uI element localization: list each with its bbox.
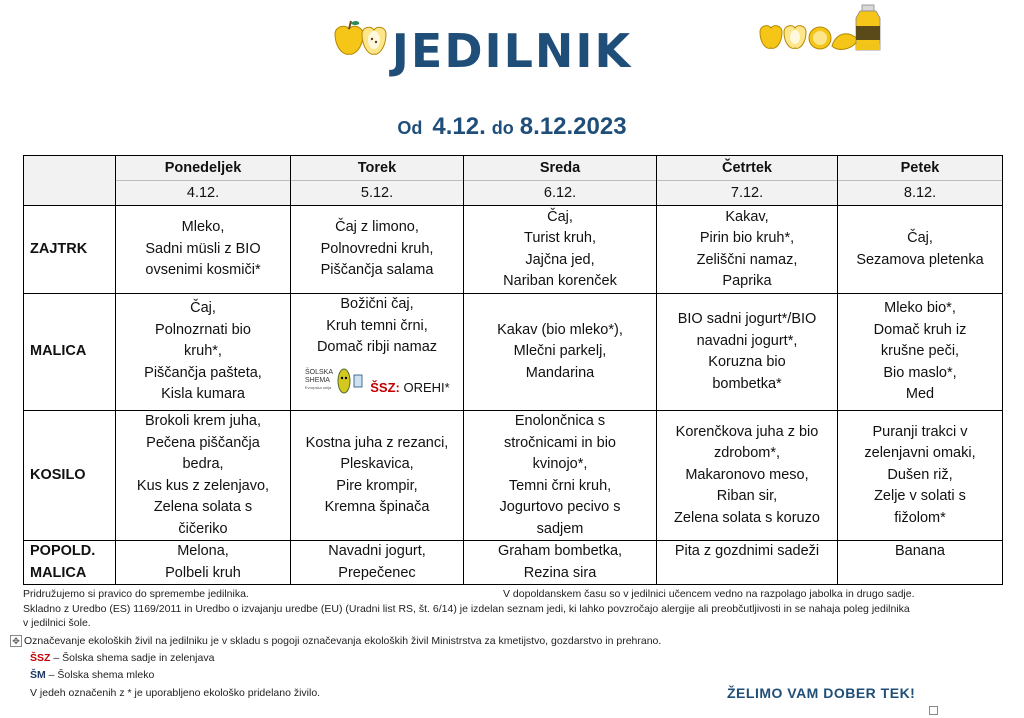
day-date: 4.12. xyxy=(186,185,220,201)
day-name: Sreda xyxy=(464,156,656,181)
menu-item-line: Polbeli kruh xyxy=(165,564,241,581)
menu-item-line: Zelje v solati s xyxy=(874,488,966,505)
menu-item-line: Kakav (bio mleko*), xyxy=(497,321,623,338)
menu-item-line: Kremna špinača xyxy=(324,499,430,515)
menu-item-line: Banana xyxy=(895,543,945,559)
note-eco-labeling: Označevanje ekoloških živil na jedilniku je v skladu s pogoji označevanja ekoloških živil Ministrstva za kmetijstvo, gozdarstvo in prehrano. xyxy=(24,635,662,647)
date-range-do: do xyxy=(491,118,514,138)
menu-item-line: Koruzna bio xyxy=(708,354,786,370)
day-date: 7.12. xyxy=(730,185,764,201)
menu-item-line: zelenjavni omaki, xyxy=(864,445,976,462)
note-allergens: Skladno z Uredbo (ES) 1169/2011 in Uredbo o izvajanju uredbe (EU) (Uradni list RS, št. 6/14) je izdelan seznam jedi, ki lahko povzročajo alergije ali preobčutljivosti in se nahaja poleg jedilnika xyxy=(23,603,910,615)
menu-cell xyxy=(291,294,464,411)
menu-item-line: Jajčna jed, xyxy=(525,251,595,268)
day-header xyxy=(464,156,657,206)
menu-cell xyxy=(838,294,1003,411)
meal-label: MALICA xyxy=(24,294,116,411)
note-fruit: V dopoldanskem času so v jedilnici učencem vedno na razpolago jabolka in drugo sadje. xyxy=(503,588,915,600)
day-date: 5.12. xyxy=(360,185,394,201)
menu-item-line: Piščančja salama xyxy=(320,262,434,279)
menu-item-line: Navadni jogurt, xyxy=(328,543,426,559)
menu-item-line: Mleko, xyxy=(181,219,225,236)
day-header xyxy=(657,156,838,206)
menu-item-line: Polnozrnati bio xyxy=(155,321,251,338)
menu-cell xyxy=(291,411,464,541)
menu-item-line: Mandarina xyxy=(525,364,595,381)
day-name: Torek xyxy=(291,156,463,181)
menu-item-line: Kruh temni črni, xyxy=(326,317,428,334)
menu-cell xyxy=(657,411,838,541)
menu-item-line: Temni črni kruh, xyxy=(508,477,612,494)
school-scheme-logo-icon xyxy=(304,361,366,399)
table-row xyxy=(24,541,1003,585)
menu-item-line: navadni jogurt*, xyxy=(696,332,798,349)
menu-item-line: Sadni müsli z BIO xyxy=(145,240,261,257)
menu-item-line: Zeliščni namaz, xyxy=(696,251,798,268)
menu-item-line: Kisla kumara xyxy=(161,386,245,403)
day-header xyxy=(838,156,1003,206)
day-name: Petek xyxy=(838,156,1002,181)
menu-item-line: Domač kruh iz xyxy=(873,321,967,338)
menu-cell xyxy=(838,206,1003,294)
menu-item-line: kruh*, xyxy=(184,343,222,360)
menu-item-line: Kakav, xyxy=(725,208,769,225)
legend-ssz-desc: – Šolska shema sadje in zelenjava xyxy=(53,652,215,664)
menu-item-line: čičeriko xyxy=(178,520,228,537)
ssz-prefix: ŠSZ: xyxy=(370,380,400,395)
menu-item-line: Nariban korenček xyxy=(503,273,617,289)
menu-item-line: kvinojo*, xyxy=(532,456,588,472)
menu-item-line: Melona, xyxy=(177,543,229,559)
menu-item-line: Mleko bio*, xyxy=(884,300,956,317)
menu-cell xyxy=(116,541,291,585)
menu-item-line: krušne peči, xyxy=(880,343,960,360)
ssz-logo-line2: SHEMA xyxy=(305,376,331,384)
day-name: Ponedeljek xyxy=(116,156,290,181)
day-header xyxy=(116,156,291,206)
menu-item-line: bedra, xyxy=(182,456,224,472)
menu-cell xyxy=(464,294,657,411)
legend-ssz-code: ŠSZ xyxy=(30,652,51,664)
menu-item-line: Čaj z limono, xyxy=(335,219,419,236)
note-organic-star: V jedeh označenih z * je uporabljeno ekološko pridelano živilo. xyxy=(30,687,321,699)
table-row xyxy=(24,206,1003,294)
page-title: JEDILNIK xyxy=(391,24,633,78)
ssz-text: OREHI* xyxy=(403,380,450,395)
ssz-badge xyxy=(293,361,461,399)
menu-cell xyxy=(464,206,657,294)
menu-item-line: Sezamova pletenka xyxy=(856,251,984,268)
menu-cell xyxy=(116,411,291,541)
menu-item-line: Graham bombetka, xyxy=(497,543,623,559)
menu-cell xyxy=(116,206,291,294)
menu-item-line: Prepečenec xyxy=(338,564,416,581)
menu-item-line: Pirin bio kruh*, xyxy=(699,230,795,246)
menu-item-line: Jogurtovo pecivo s xyxy=(499,499,621,515)
date-to: 8.12.2023 xyxy=(519,113,627,140)
menu-item-line: Pečena piščančja xyxy=(146,434,260,451)
menu-item-line: Riban sir, xyxy=(716,488,778,505)
legend-sm-desc: – Šolska shema mleko xyxy=(48,669,155,681)
note-allergens-cont: v jedilnici šole. xyxy=(23,617,91,629)
meal-label: KOSILO xyxy=(24,411,116,541)
menu-item-line: Med xyxy=(905,386,935,403)
menu-item-line: Kus kus z zelenjavo, xyxy=(136,477,270,494)
menu-item-line: stročnicami in bio xyxy=(503,434,616,451)
day-date: 6.12. xyxy=(543,185,577,201)
legend-sm-code: ŠM xyxy=(30,669,46,681)
menu-item-line: sadjem xyxy=(536,520,584,537)
menu-cell xyxy=(657,294,838,411)
menu-item-line: Čaj, xyxy=(547,208,573,225)
menu-cell xyxy=(291,541,464,585)
menu-item-line: Božični čaj, xyxy=(340,296,414,312)
menu-item-line: bombetka* xyxy=(712,375,782,392)
menu-item-line: Pire krompir, xyxy=(336,477,418,494)
ssz-note xyxy=(370,377,449,399)
ssz-logo-line1: ŠOLSKA xyxy=(305,368,334,376)
menu-cell xyxy=(657,541,838,585)
day-date: 8.12. xyxy=(903,185,937,201)
menu-cell xyxy=(838,411,1003,541)
date-range-od: Od xyxy=(397,118,423,138)
menu-item-line: Kostna juha z rezanci, xyxy=(305,434,449,451)
legend-sm xyxy=(30,669,154,682)
corner-cell xyxy=(24,156,116,206)
menu-item-line: Čaj, xyxy=(190,300,216,317)
day-name: Četrtek xyxy=(657,156,837,181)
table-header-row xyxy=(24,156,1003,206)
menu-item-line: Brokoli krem juha, xyxy=(144,413,262,429)
menu-cell xyxy=(291,206,464,294)
meal-label-line: MALICA xyxy=(30,564,87,581)
menu-item-line: Paprika xyxy=(722,273,772,289)
menu-item-line: Čaj, xyxy=(907,230,933,246)
menu-cell xyxy=(657,206,838,294)
menu-item-line: Mlečni parkelj, xyxy=(513,343,607,360)
closing-message: ŽELIMO VAM DOBER TEK! xyxy=(727,685,916,701)
menu-cell xyxy=(464,541,657,585)
date-from: 4.12. xyxy=(432,113,486,140)
menu-item-line: Puranji trakci v xyxy=(872,423,968,440)
menu-cell xyxy=(116,294,291,411)
menu-cell xyxy=(838,541,1003,585)
note-changes: Pridružujemo si pravico do spremembe jedilnika. xyxy=(23,588,249,600)
menu-item-line: Domač ribji namaz xyxy=(316,339,438,355)
menu-item-line: Bio maslo*, xyxy=(883,364,957,381)
meal-label-line: POPOLD. xyxy=(30,543,96,559)
menu-item-line: BIO sadni jogurt*/BIO xyxy=(677,311,817,327)
menu-item-line: Piščančja pašteta, xyxy=(144,364,262,381)
table-row xyxy=(24,411,1003,541)
legend-ssz xyxy=(30,652,214,665)
paragraph-mark-box xyxy=(929,706,938,715)
ssz-logo-line3: Evropska unija xyxy=(305,384,332,390)
meal-label: ZAJTRK xyxy=(24,206,116,294)
menu-item-line: Turist kruh, xyxy=(524,230,596,246)
menu-item-line: Zelena solata s koruzo xyxy=(674,509,820,526)
menu-item-line: Pita z gozdnimi sadeži xyxy=(674,543,820,559)
meal-label xyxy=(24,541,116,585)
menu-table xyxy=(23,155,1003,585)
day-header xyxy=(291,156,464,206)
table-row xyxy=(24,294,1003,411)
menu-item-line: Polnovredni kruh, xyxy=(320,240,434,257)
menu-item-line: Pleskavica, xyxy=(340,456,414,472)
menu-item-line: fižolom* xyxy=(894,509,946,526)
menu-item-line: zdrobom*, xyxy=(713,445,781,462)
menu-item-line: Rezina sira xyxy=(523,564,597,581)
menu-cell xyxy=(464,411,657,541)
menu-item-line: Enolončnica s xyxy=(514,413,606,429)
menu-item-line: ovsenimi kosmiči* xyxy=(145,262,261,279)
move-handle-icon[interactable]: ✥ xyxy=(10,635,22,647)
menu-item-line: Korenčkova juha z bio xyxy=(675,423,819,440)
menu-item-line: Zelena solata s xyxy=(153,499,253,515)
menu-item-line: Makaronovo meso, xyxy=(685,466,809,483)
menu-item-line: Dušen riž, xyxy=(887,466,953,483)
date-range xyxy=(0,113,1024,141)
